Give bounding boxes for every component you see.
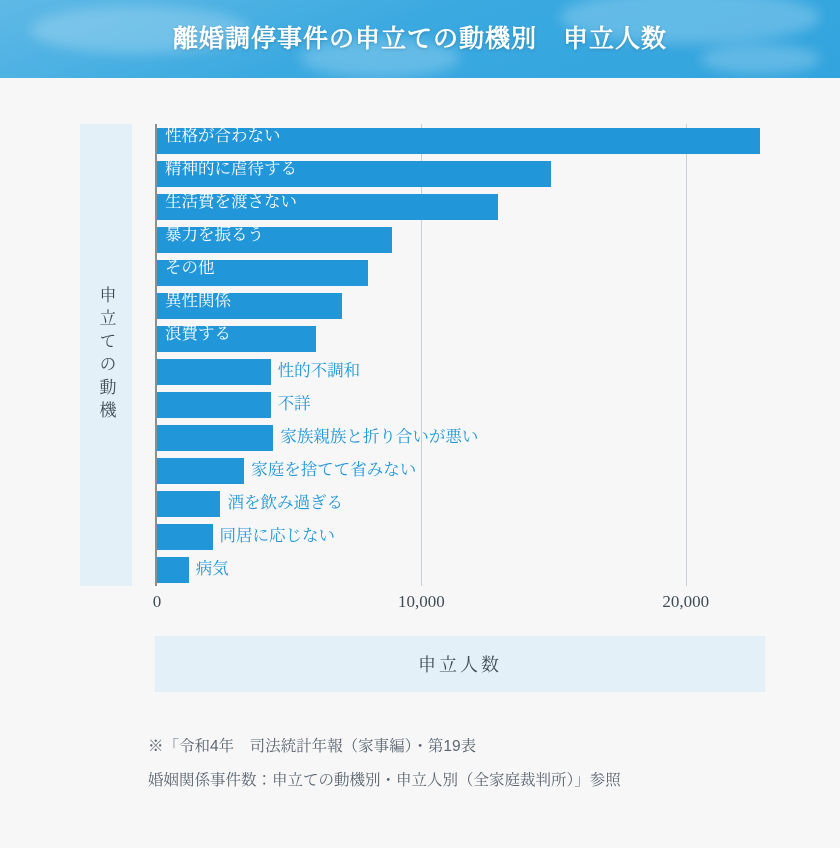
bar-row[interactable] [157,290,342,319]
bar-category-label: 同居に応じない [219,526,335,546]
bar[interactable] [157,257,368,286]
bar[interactable] [157,524,213,550]
bar[interactable] [157,290,342,319]
bar-series [157,124,765,586]
bar[interactable] [157,125,760,154]
bar-category-label: 精神的に虐待する [165,158,297,178]
bar[interactable] [157,191,498,220]
bar-row[interactable] [157,458,416,484]
x-tick-label: 20,000 [662,592,710,611]
x-axis-title-box [155,636,765,692]
chart-container [0,78,840,848]
bar-row[interactable] [157,158,551,187]
bar-row[interactable] [157,392,311,418]
bar-category-label: 家庭を捨てて省みない [251,460,417,480]
bar[interactable] [157,359,271,385]
bar-row[interactable] [157,125,760,154]
bar[interactable] [157,323,316,352]
bar-row[interactable] [157,359,360,385]
bar-row[interactable] [157,257,368,286]
footnote [148,730,808,798]
bar-row[interactable] [157,191,498,220]
bar-row[interactable] [157,524,335,550]
bar-row[interactable] [157,557,229,583]
bar[interactable] [157,425,273,451]
bar[interactable] [157,491,220,517]
bar-row[interactable] [157,425,478,451]
x-tick-label: 10,000 [397,592,445,611]
bar[interactable] [157,458,244,484]
bar-category-label: 異性関係 [165,290,231,310]
bar-category-label: その他 [165,257,215,277]
bar-category-label: 家族親族と折り合いが悪い [280,427,479,447]
bar[interactable] [157,224,392,253]
bar[interactable] [157,557,189,583]
page-title: 離婚調停事件の申立ての動機別 申立人数 [172,25,667,53]
bar-category-label: 暴力を振るう [165,224,264,244]
bar-category-label: 浪費する [165,323,231,343]
y-axis-title-box [80,124,132,586]
bar[interactable] [157,158,551,187]
bar-category-label: 不詳 [277,394,311,414]
bar-category-label: 性的不調和 [277,361,361,381]
x-axis-title: 申立人数 [418,655,502,675]
plot-area [155,124,765,586]
bar-row[interactable] [157,323,316,352]
bar-category-label: 酒を飲み過ぎる [227,493,343,513]
y-axis-title: 申立ての動機 [96,286,116,424]
bar-row[interactable] [157,224,392,253]
bar-category-label: 病気 [195,559,229,579]
x-axis-ticks [152,592,775,616]
bar-category-label: 生活費を渡さない [165,191,297,211]
header-banner [0,0,840,78]
bar[interactable] [157,392,271,418]
footnote-line-1: ※「令和4年 司法統計年報（家事編）・第19表 [148,738,477,755]
x-tick-label: 0 [152,592,162,611]
bar-row[interactable] [157,491,343,517]
footnote-line-2: 婚姻関係事件数：申立ての動機別・申立人別（全家庭裁判所）」参照 [148,772,621,789]
bar-category-label: 性格が合わない [165,125,281,145]
